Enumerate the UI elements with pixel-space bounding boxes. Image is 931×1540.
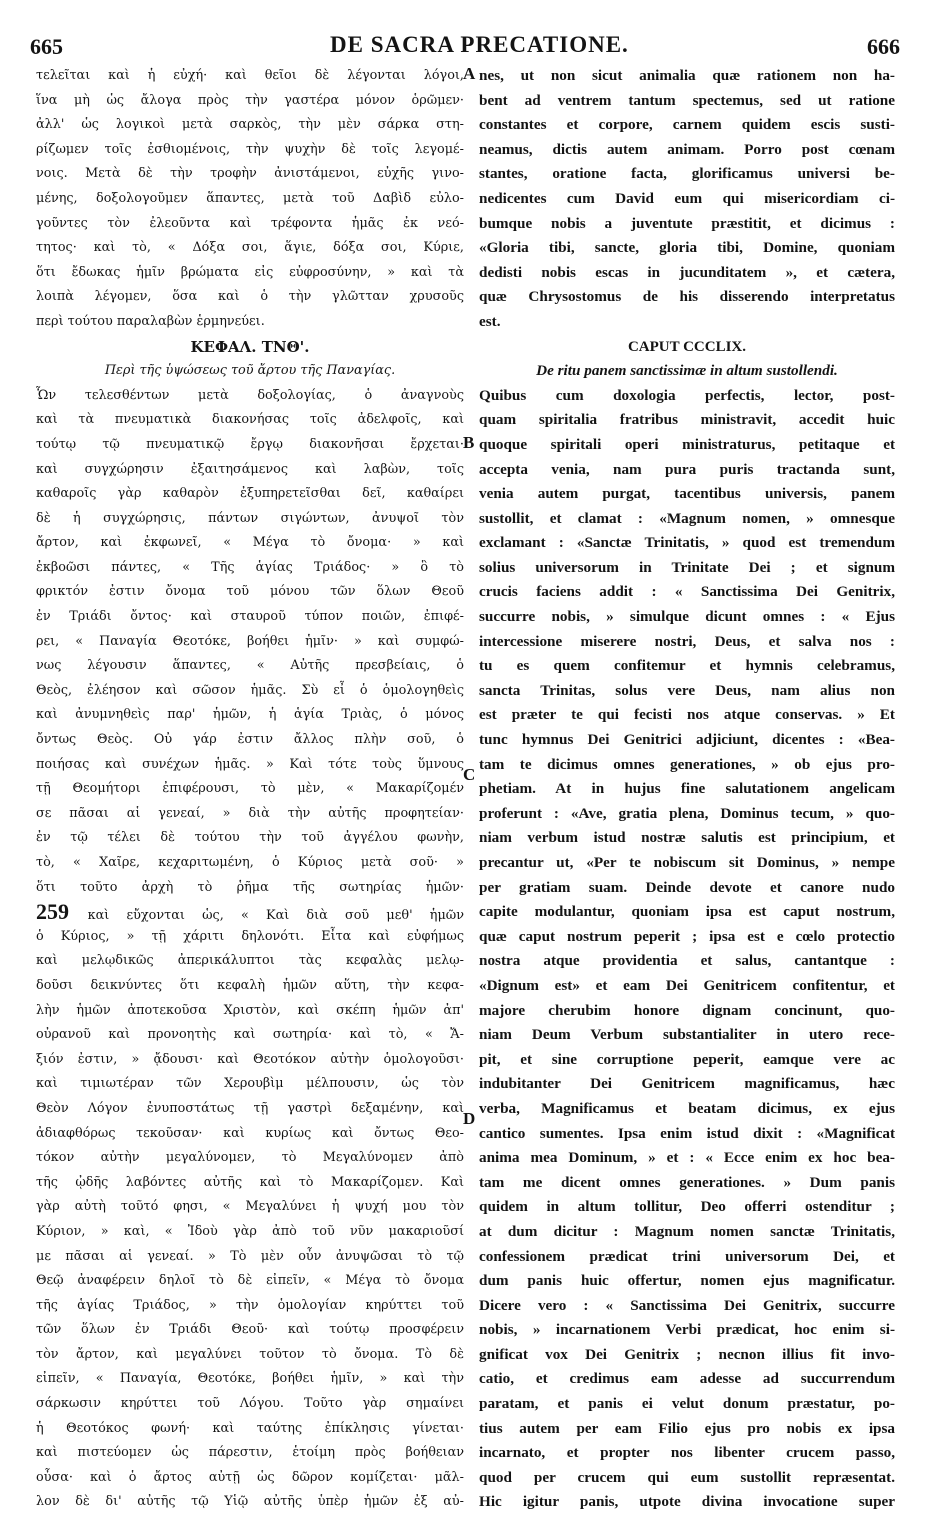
latin-line: constantes et corpore, carnem quidem escis susti- [479, 116, 895, 134]
greek-line: Κύριον, » καὶ, « Ἰδοὺ γὰρ ἀπὸ τοῦ νῦν μακαριοῦσί [36, 1223, 464, 1239]
greek-line: λον δὲ δι' αὐτῆς τῷ Υἱῷ αὐτῆς ὑπὲρ ἡμῶν ἐξ αὐ- [36, 1494, 464, 1510]
latin-line: sustollit, et clamat : «Magnum nomen, » omnesque [479, 509, 895, 527]
latin-line: per gratiam suam. Deinde devote et canore nudo [479, 878, 895, 896]
greek-line: καὶ μελῳδικῶς ἀπερικάλυπτοι τὰς κεφαλὰς μελῳ- [36, 953, 464, 969]
latin-line: niam Deum Verbum substantialiter in utero rece- [479, 1026, 895, 1044]
greek-line: γοῦντες τὸν ἐλεοῦντα καὶ τρέφοντα ἡμᾶς ἐκ νεό- [36, 215, 464, 231]
latin-line: cantico sumentes. Ipsa enim istud dixit : «Magnificat [479, 1124, 895, 1142]
latin-line: gnificat vox Dei Genitrix ; necnon illius fit invo- [479, 1345, 895, 1363]
latin-line: tius autem per eam Filio ejus pro nobis ex ipsa [479, 1419, 895, 1437]
latin-line: tam me dicent omnes generationes. » Dum panis [479, 1173, 895, 1191]
latin-line: dedisti nobis escas in jucunditatem », et cætera, [479, 263, 895, 281]
greek-line: σε πᾶσαι αἱ γενεαί, » διὰ τὴν αὐτῆς προφητείαν· [36, 805, 464, 821]
greek-line: γὰρ αὐτὴ τοῦτό φησι, « Μεγαλύνει ἡ ψυχή μου τὸν [36, 1199, 464, 1215]
greek-line: τούτῳ τῷ πνευματικῷ ἔργῳ διακονῆσαι ἔρχεται· [36, 436, 464, 452]
latin-line: De ritu panem sanctissimæ in altum sustollendi. [536, 362, 838, 380]
page-number-left: 665 [30, 34, 63, 59]
greek-line: Θεὸν Λόγον ἐνυποστάτως τῇ γαστρὶ δεξαμένην, καὶ [36, 1100, 464, 1116]
latin-line: anima mea Dominum, » et : « Ecce enim ex hoc bea- [479, 1149, 895, 1167]
latin-line: «Gloria tibi, sancte, gloria tibi, Domine, quoniam [479, 239, 895, 257]
greek-line: τῇ Θεομήτορι ἐπιφέρουσι, τὸ μὲν, « Μακαρίζομέν [36, 781, 464, 797]
greek-line: δοῦσι δεικνύντες ὅτι κεφαλὴ ἡμῶν αὕτη, τὴν κεφα- [36, 977, 464, 993]
latin-line: solius universorum in Trinitate Dei ; et signum [479, 558, 895, 576]
greek-line: ἀδιαφθόρως τεκοῦσαν· καὶ κυρίως καὶ ὄντως Θεο- [36, 1125, 464, 1141]
latin-line: indubitanter Dei Genitricem magnificamus, hæc [479, 1075, 895, 1093]
greek-line: καὶ ἀνυμνηθεὶς παρ' ἡμῶν, ἡ ἁγία Τριὰς, ὁ μόνος [36, 707, 464, 723]
greek-line: καὶ πιστεύομεν ὡς πάρεστιν, ἑτοίμη πρὸς βοήθειαν [36, 1445, 464, 1461]
latin-line: nostra atque providentia et salus, cantantque : [479, 952, 895, 970]
greek-line: καθαροῖς γὰρ καθαρὸν ἐξυπηρετεῖσθαι δεῖ, καθαίρει [36, 486, 464, 502]
greek-text-column [36, 64, 464, 1515]
latin-line: tunc hymnus Dei Genitrici adjiciunt, dicentes : «Bea- [479, 731, 895, 749]
greek-line: ρει, « Παναγία Θεοτόκε, βοήθει ἡμῖν· » καὶ συμφώ- [36, 633, 464, 649]
greek-line-text: καὶ εὔχονται ὡς, « Καὶ διὰ σοῦ μεθ' ἡμῶν [87, 908, 464, 924]
latin-line: pit, et sine corruptione peperit, eamque vere ac [479, 1050, 895, 1068]
latin-line: confessionem prædicat trini universorum Dei, et [479, 1247, 895, 1265]
greek-line: ἐν τῷ τέλει δὲ τούτου τὴν τοῦ ἀγγέλου φωνὴν, [36, 830, 464, 846]
greek-line: ἐκβοῶσι πάντες, « Τῆς ἁγίας Τριάδος· » ὃ τὸ [36, 559, 464, 575]
latin-line: niam verbum istud nostræ salutis est principium, et [479, 829, 895, 847]
running-title: DE SACRA PRECATIONE. [330, 32, 629, 57]
latin-line: «Dignum est» et eam Dei Genitricem confitentur, et [479, 976, 895, 994]
greek-line: λὴν ἡμῶν ἀποτεκοῦσα Χριστὸν, καὶ σκέπη ἡμῶν ἀπ' [36, 1002, 464, 1018]
greek-line: εἰπεῖν, « Παναγία, Θεοτόκε, βοήθει ἡμῖν, » καὶ τὴν [36, 1371, 464, 1387]
latin-line: at dum dicitur : Magnum nomen sanctæ Trinitatis, [479, 1222, 895, 1240]
latin-line: quidem in altum tollitur, Deo offerri ostenditur ; [479, 1198, 895, 1216]
greek-line: ποιήσας καὶ συνέχων ἡμᾶς. » Καὶ τότε τοὺς ὕμνους [36, 756, 464, 772]
latin-line: quam spiritalia fratribus ministravit, accedit huic [479, 411, 895, 429]
latin-line: quæ Chrysostomus de his disserendo interpretatus [479, 288, 895, 306]
latin-line: paratam, et panis ei velut donum præstatur, po- [479, 1395, 895, 1413]
margin-letter-b: B [463, 433, 475, 452]
greek-line: τὸ, « Χαῖρε, κεχαριτωμένη, ὁ Κύριος μετὰ σοῦ· » [36, 855, 464, 870]
greek-line: περὶ τούτου παραλαβὼν ἑρμηνεύει. [36, 313, 265, 329]
latin-line: tam te dicimus omnes generationes, » ob ejus pro- [479, 755, 895, 773]
page-number-right: 666 [867, 34, 900, 59]
margin-letter-d: D [463, 1109, 476, 1128]
greek-line: Ὧν τελεσθέντων μετὰ δοξολογίας, ὁ ἀναγνοὺς [36, 387, 464, 403]
latin-line: exclamant : «Sanctæ Trinitatis, » quod est tremendum [479, 534, 895, 552]
greek-line: δὲ ἡ συγχώρησις, πάντων σιγώντων, ἀνυψοῖ τὸν [36, 510, 464, 526]
greek-line: ἡ Θεοτόκος φωνή· καὶ ταύτης ἐπίκλησις γίνεται· [36, 1420, 464, 1436]
latin-line: succurre nobis, » simulque dicunt omnes : « Ejus [479, 608, 895, 626]
greek-line: τελεῖται καὶ ἡ εὐχή· καὶ θεῖοι δὲ λέγονται λόγοι, [36, 68, 464, 83]
latin-text-column [479, 64, 895, 1515]
margin-letter-c: C [463, 765, 476, 784]
greek-line: ξιόν ἐστιν, » ᾄδουσι· καὶ Θεοτόκον αὐτὴν ὁμολογοῦσι· [36, 1051, 464, 1067]
greek-line: καὶ τιμιωτέραν τῶν Χερουβὶμ μέλπουσιν, ὡς τὸν [36, 1076, 464, 1092]
latin-line: Quibus cum doxologia perfectis, lector, post- [479, 386, 895, 404]
greek-line: ἐν Τριάδι ὄντος· καὶ σταυροῦ τύπον ποιῶν, ἐπιφέ- [36, 609, 464, 625]
greek-line: ἀλλ' ὡς λογικοὶ μετὰ σαρκὸς, τὴν μὲν σάρκα στη- [36, 117, 464, 133]
latin-line: precantur ut, «Per te nobiscum sit Dominus, » nempe [479, 854, 895, 871]
latin-line: crucis faciens addit : « Sanctissima Dei Genitrix, [479, 583, 895, 601]
greek-line: νοις. Μετὰ δὲ τὴν τροφὴν ἀνιστάμενοι, εὐχῆς γινο- [36, 166, 464, 182]
column-number-marker: 259 [36, 900, 88, 925]
greek-line: Περὶ τῆς ὑψώσεως τοῦ ἄρτου τῆς Παναγίας. [104, 363, 396, 379]
greek-line: ἄρτον, καὶ ἐκφωνεῖ, « Μέγα τὸ ὄνομα· » καὶ [36, 535, 464, 551]
greek-line: καὶ τὰ πνευματικὰ διακονήσας τοῖς ἀδελφοῖς, καὶ [36, 412, 464, 428]
latin-line: est præter te qui fecisti nos atque conservas. » Et [479, 706, 895, 724]
latin-line: phetiam. At in hujus fine salutationem angelicam [479, 780, 895, 798]
latin-line: incarnato, et propter nos libenter crucem passo, [479, 1444, 895, 1462]
latin-line: capite modulantur, quoniam ipsa est caput nostrum, [479, 903, 895, 921]
greek-line: Θεῷ ἀναφέρειν δηλοῖ τὸ δὲ εἰπεῖν, « Μέγα τὸ ὄνομα [36, 1273, 464, 1289]
greek-line: καὶ συγχώρησιν ἐξαιτησάμενος καὶ λαβὼν, τοῖς [36, 461, 464, 477]
greek-line: τὸν ἄρτον, καὶ μεγαλύνει τοῦτον τὸ ὄνομα. Τὸ δὲ [36, 1346, 464, 1362]
latin-line: bent ad ventrem tantum spectemus, sed ut ratione [479, 91, 895, 109]
latin-line: stantes, oratione facta, glorificamus universi be- [479, 165, 895, 183]
latin-line: nes, ut non sicut animalia quæ rationem non ha- [479, 67, 895, 84]
greek-line: ὄντως Θεὸς. Οὐ γάρ ἐστιν ἄλλος πλὴν σοῦ, ὁ [36, 732, 464, 748]
latin-line: quoque spiritali operi ministraturus, petitaque et [479, 435, 895, 453]
latin-line: CAPUT CCCLIX. [627, 338, 747, 355]
latin-line: verba, Magnificamus et beatam dicimus, ex ejus [479, 1099, 895, 1117]
latin-line: catio, et credimus eam adesse ad succurrendum [479, 1370, 895, 1388]
latin-line: Hic igitur panis, utpote divina invocatione super [479, 1493, 895, 1511]
greek-line: ὁ Κύριος, » τῇ χάριτι δηλονότι. Εἶτα καὶ εὐφήμως [36, 928, 464, 944]
latin-line: quæ caput nostrum peperit ; ipsa est e cœlo protectio [479, 927, 895, 945]
latin-line: est. [479, 312, 501, 330]
greek-line: τῶν ὅλων ἐν Τριάδι Θεοῦ· καὶ τούτῳ προσφέρειν [36, 1322, 464, 1338]
latin-line: accepta venia, nam pura puris tractanda sunt, [479, 460, 895, 478]
greek-line: ὅτι τοῦτο ἀρχὴ τὸ ῥῆμα τῆς σωτηρίας ἡμῶν· [36, 879, 464, 895]
greek-line: ὅτι ἔδωκας ἡμῖν βρώματα εἰς εὐφροσύνην, » καὶ τὰ [36, 264, 464, 280]
latin-line: bumque nobis a juventute præstitit, et dicimus : [479, 214, 895, 232]
greek-line: τητος· καὶ τὸ, « Δόξα σοι, ἅγιε, δόξα σοι, Κύριε, [36, 240, 464, 256]
greek-line: ΚΕΦΑΛ. ΤΝΘ'. [190, 337, 310, 356]
greek-line: τῆς ᾠδῆς λαβόντες αὐτῆς καὶ τὸ Μακαρίζομεν. Καὶ [36, 1174, 464, 1190]
margin-letter-a: A [463, 64, 476, 83]
greek-line: με πᾶσαι αἱ γενεαί. » Τὸ μὲν οὖν ἀνυψῶσαι τὸ τῷ [36, 1248, 464, 1264]
latin-line: dum panis huic offertur, nomen ejus magnificatur. [479, 1272, 895, 1290]
latin-line: proferunt : «Ave, gratia plena, Dominus tecum, » quo- [479, 804, 895, 822]
greek-line: οὖσα· καὶ ὁ ἄρτος αὐτῇ ὡς δῶρον κομίζεται· μᾶλ- [36, 1469, 464, 1485]
latin-line: Dicere vero : « Sanctissima Dei Genitrix, succurre [479, 1296, 895, 1314]
greek-line: οὐρανοῦ καὶ προνοητὴς καὶ σωτηρία· καὶ τὸ, « Ἄ- [36, 1027, 464, 1043]
greek-line: νως λέγουσιν ἅπαντες, « Αὐτῆς πρεσβείαις, ὁ [36, 658, 464, 674]
greek-line: λοιπὰ λέγομεν, ὅσα καὶ ὁ τὴν γλῶτταν χρυσοῦς [36, 289, 464, 305]
latin-line: venia autem purgat, tacentibus universis, panem [479, 485, 895, 503]
latin-line: nobis, » incarnationem Verbi prædicat, hoc enim si- [479, 1321, 895, 1339]
latin-line: tu es quem confitemur et hymnis celebramus, [479, 657, 895, 675]
latin-line: majore cherubim honore dignam concinunt, quo- [479, 1001, 895, 1019]
latin-line: sancta Trinitas, solus vere Deus, nam alius non [479, 681, 895, 699]
running-header [30, 30, 900, 60]
greek-line [36, 900, 464, 925]
greek-line: ρίζωμεν τοῖς ἐσθιομένοις, τὴν ψυχὴν δὲ τοῖς λεγομέ- [36, 141, 464, 157]
latin-line: nedicentes cum David eum qui misericordiam ci- [479, 189, 895, 207]
greek-line: φρικτόν ἐστιν ὄνομα τοῦ μόνου τῶν ὅλων Θεοῦ [36, 584, 464, 600]
greek-line: μένης, δοξολογοῦμεν ἅπαντες, μετὰ τοῦ Δαβὶδ εὐλο- [36, 190, 464, 206]
latin-line: neamus, dictis autem animam. Porro post cœnam [479, 140, 895, 158]
greek-line: σάρκωσιν κηρύττει τοῦ Λόγου. Τοῦτο γὰρ σημαίνει [36, 1396, 464, 1412]
greek-line: τῆς ἁγίας Τριάδος, » τὴν ὁμολογίαν κηρύττει τοῦ [36, 1297, 464, 1313]
greek-line: Θεὸς, ἐλέησον καὶ σῶσον ἡμᾶς. Σὺ εἶ ὁ ὁμολογηθεὶς [36, 682, 464, 698]
latin-line: quod per crucem qui eum sustollit repræsentat. [479, 1468, 895, 1486]
greek-line: ἵνα μὴ ὡς ἄλογα πρὸς τὴν γαστέρα μόνον ὁρῶμεν· [36, 92, 464, 108]
latin-line: intercessione miserere nostri, Deus, et salva nos : [479, 632, 895, 650]
greek-line: τόκον αὐτὴν μεγαλύνομεν, τὸ Μεγαλύνομεν ἀπὸ [36, 1150, 464, 1166]
